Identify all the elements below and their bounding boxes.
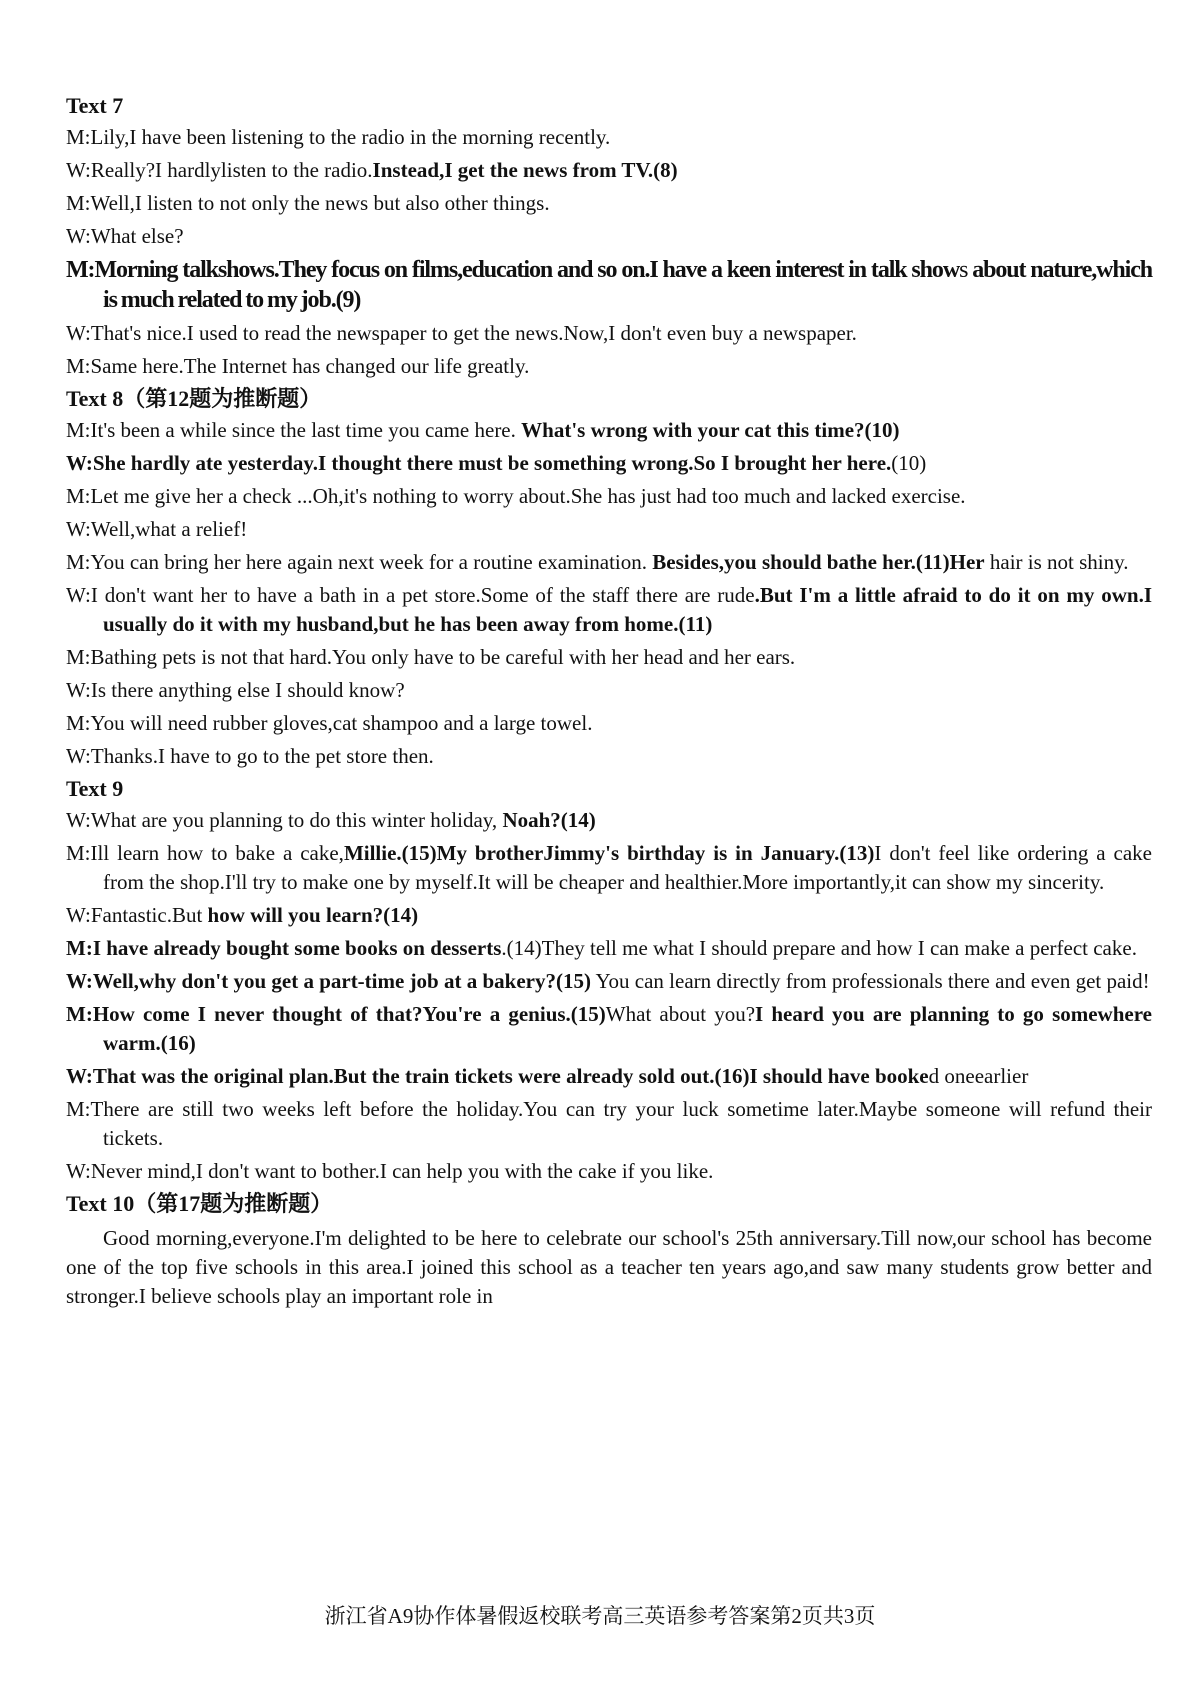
dialogue-line: [66, 222, 1152, 251]
dialogue-text: M:Bathing pets is not that hard.You only have to be careful with her head and her ears.: [66, 645, 796, 669]
answer-highlight: about nature,which is much related to my job.(9): [103, 257, 1152, 313]
dialogue-line: [66, 1095, 1152, 1153]
dialogue-text: W:What else?: [66, 224, 184, 248]
answer-highlight: W:That was the original plan.But the train tickets were already sold out.(16)I should have booke: [66, 1064, 929, 1088]
dialogue-text: W:What are you planning to do this winter holiday,: [66, 808, 503, 832]
section-heading: Text 8（第12题为推断题）: [66, 386, 322, 411]
dialogue-text: W:I don't want her to have a bath in a pet store.Some of the staff there are rude: [66, 583, 755, 607]
dialogue-text: hair is not shiny.: [984, 550, 1129, 574]
dialogue-line: [66, 967, 1152, 996]
section-heading: Text 7: [66, 93, 124, 118]
answer-highlight: W:Well,why don't you get a part-time job at a bakery?(15): [66, 969, 591, 993]
transcript-content: [66, 92, 1152, 1311]
dialogue-line: [66, 742, 1152, 771]
dialogue-line: [66, 934, 1152, 963]
dialogue-line: [66, 156, 1152, 185]
dialogue-text: W:Thanks.I have to go to the pet store then.: [66, 744, 434, 768]
dialogue-text: M:Ill learn how to bake a cake,: [66, 841, 344, 865]
answer-highlight: What's wrong with your cat this time?(10): [521, 418, 900, 442]
section-heading: Text 10（第17题为推断题）: [66, 1191, 333, 1216]
monologue-paragraph: Good morning,everyone.I'm delighted to be here to celebrate our school's 25th anniversary.Till now,our school has become one of the top five schools in this area.I joined this school as a teacher ten years ago,and saw many students grow better and stronger.I believe schools play an important role in: [66, 1226, 1152, 1308]
answer-highlight: Instead,I get the news from TV.(8): [372, 158, 678, 182]
dialogue-line: [66, 123, 1152, 152]
dialogue-text: M:There are still two weeks left before the holiday.You can try your luck sometime later.Maybe someone will refund their tickets.: [66, 1097, 1152, 1150]
dialogue-text: M:Well,I listen to not only the news but also other things.: [66, 191, 550, 215]
answer-highlight: W:She hardly ate yesterday.I thought there must be something wrong.So I brought her here.: [66, 451, 892, 475]
dialogue-line: [66, 1157, 1152, 1186]
dialogue-text: W:That's nice.I used to read the newspaper to get the news.Now,I don't even buy a newspaper.: [66, 321, 857, 345]
dialogue-line: [66, 352, 1152, 381]
dialogue-line: [66, 901, 1152, 930]
dialogue-text: W:Really?I hardlylisten to the radio.: [66, 158, 373, 182]
dialogue-text: W:Well,what a relief!: [66, 517, 248, 541]
dialogue-text: (10): [891, 451, 927, 475]
answer-highlight: M:I have already bought some books on desserts: [66, 936, 502, 960]
dialogue-line: [66, 581, 1152, 639]
dialogue-line: [66, 416, 1152, 445]
dialogue-text: d oneearlier: [928, 1064, 1029, 1088]
answer-highlight: M:How come I never thought of that?You're a genius.(15): [66, 1002, 606, 1026]
dialogue-text: You can learn directly from professionals there and even get paid!: [590, 969, 1150, 993]
dialogue-line: [66, 643, 1152, 672]
dialogue-text: M:Let me give her a check ...Oh,it's nothing to worry about.She has just had too much and lacked exercise.: [66, 484, 966, 508]
dialogue-text: What about you?: [605, 1002, 756, 1026]
dialogue-text: s: [959, 257, 968, 283]
dialogue-line: [66, 709, 1152, 738]
dialogue-text: W:Is there anything else I should know?: [66, 678, 405, 702]
dialogue-line: [66, 806, 1152, 835]
dialogue-line: [66, 839, 1152, 897]
dialogue-text: M:You will need rubber gloves,cat shampoo and a large towel.: [66, 711, 593, 735]
dialogue-line: [66, 1000, 1152, 1058]
answer-highlight: I heard you are planning to go somewhere warm.(16): [103, 1002, 1152, 1055]
answer-highlight: .But I'm a little afraid to do it on my own.I usually do it with my husband,but he has been away from home.(11): [103, 583, 1152, 636]
dialogue-line: [66, 189, 1152, 218]
dialogue-text: M:Same here.The Internet has changed our life greatly.: [66, 354, 530, 378]
page-footer: 浙江省A9协作体暑假返校联考高三英语参考答案第2页共3页: [324, 1604, 876, 1628]
dialogue-line: [66, 515, 1152, 544]
answer-highlight: how will you learn?(14): [207, 903, 419, 927]
dialogue-line: [66, 482, 1152, 511]
dialogue-line: [66, 449, 1152, 478]
dialogue-text: M:Lily,I have been listening to the radio in the morning recently.: [66, 125, 611, 149]
answer-highlight: M:Morning talkshows.They focus on films,education and so on.I have a keen interest in talk show: [66, 257, 960, 283]
section-heading: Text 9: [66, 776, 124, 801]
answer-highlight: Noah?(14): [502, 808, 596, 832]
dialogue-line: [66, 255, 1152, 315]
dialogue-line: [66, 319, 1152, 348]
dialogue-text: .(14)They tell me what I should prepare and how I can make a perfect cake.: [501, 936, 1137, 960]
dialogue-text: M:It's been a while since the last time you came here.: [66, 418, 522, 442]
answer-highlight: Millie.(15)My brotherJimmy's birthday is in January.(13): [343, 841, 875, 865]
dialogue-text: I don't feel like ordering a cake from the shop.I'll try to make one by myself.It will be cheaper and healthier.More importantly,it can show my sincerity.: [103, 841, 1152, 894]
dialogue-text: W:Fantastic.But: [66, 903, 208, 927]
dialogue-line: [66, 1062, 1152, 1091]
answer-highlight: Besides,you should bathe her.(11)Her: [652, 550, 985, 574]
dialogue-line: [66, 676, 1152, 705]
dialogue-text: W:Never mind,I don't want to bother.I can help you with the cake if you like.: [66, 1159, 714, 1183]
dialogue-text: M:You can bring her here again next week for a routine examination.: [66, 550, 653, 574]
dialogue-line: [66, 548, 1152, 577]
